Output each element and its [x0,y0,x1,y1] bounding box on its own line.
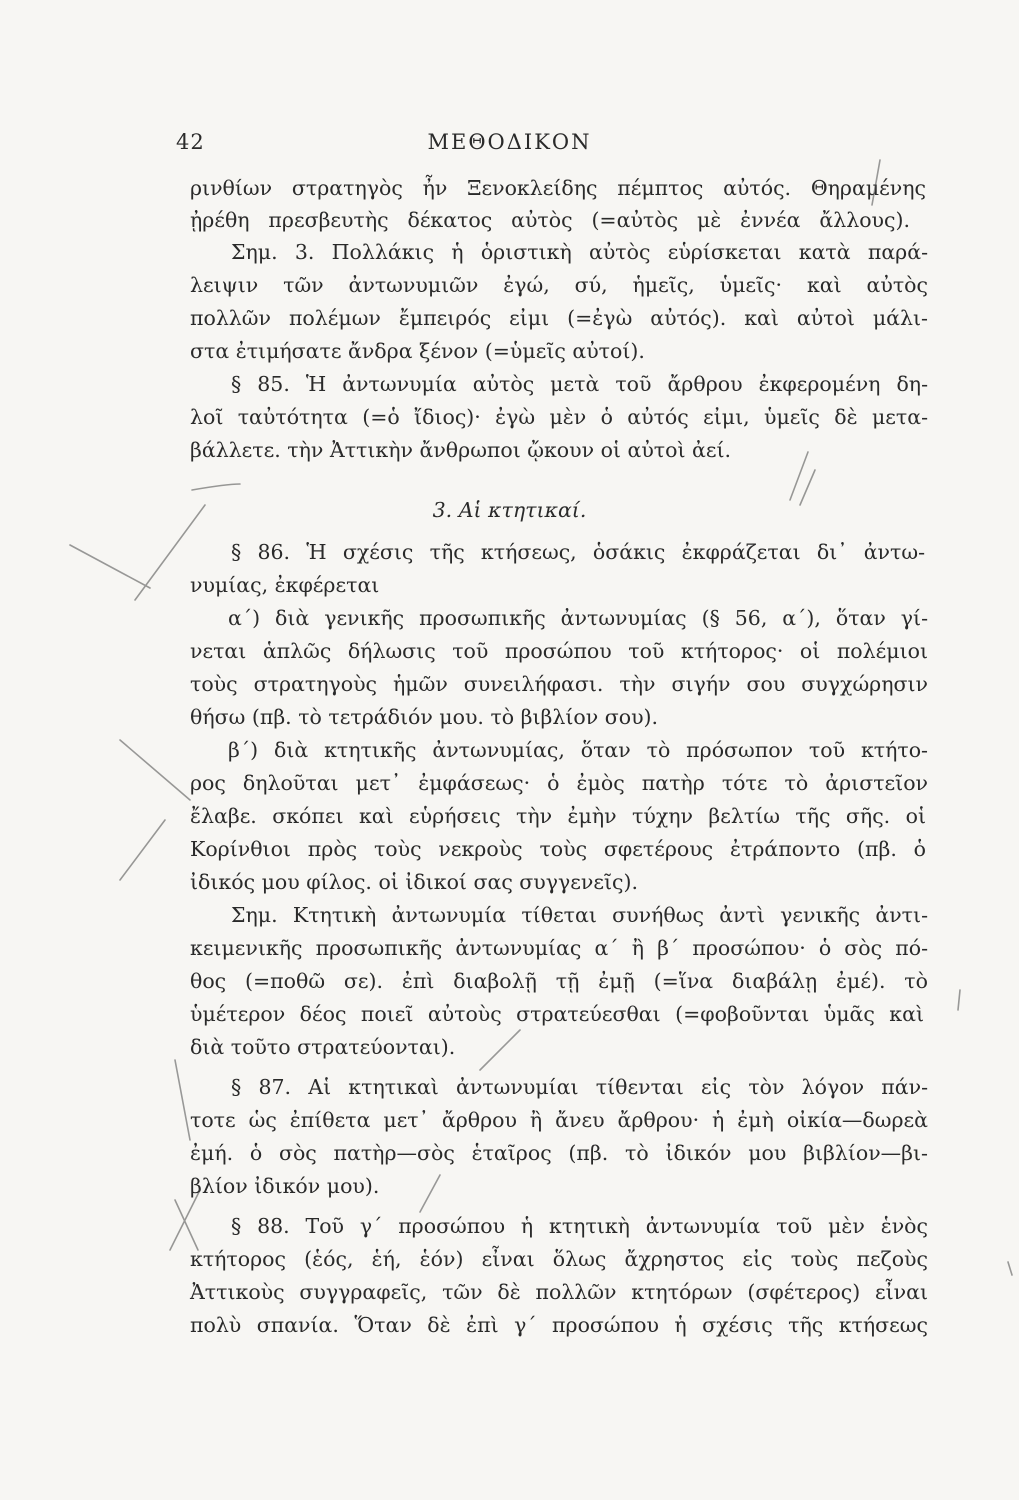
text-line: § 87. Αἱ κτητικαὶ ἀντωνυμίαι τίθενται εἰς τὸν λόγον πάν- [231,1075,928,1099]
text-line: πολλῶν πολέμων ἔμπειρός εἰμι (=ἐγὼ αὐτός). καὶ αὐτοὶ μάλι- [190,306,928,330]
text-line: κειμενικῆς προσωπικῆς ἀντωνυμίας α΄ ἢ β΄ προσώπου· ὁ σὸς πό- [190,936,928,960]
text-line: θήσω (πβ. τὸ τετράδιόν μου. τὸ βιβλίον σου). [190,705,659,729]
text-line: Κορίνθιοι πρὸς τοὺς νεκροὺς τοὺς σφετέρους ἐτράποντο (πβ. ὁ [190,837,926,861]
text-line: ὑμέτερον δέος ποιεῖ αὐτοὺς στρατεύεσθαι (=φοβοῦνται ὑμᾶς καὶ [190,1002,924,1026]
pencil-cross-mark [175,1200,198,1250]
text-line: βάλλετε. τὴν Ἀττικὴν ἄνθρωποι ᾤκουν οἱ αὐτοὶ ἀεί. [190,438,732,462]
pencil-slash-mark [120,820,165,880]
text-line: Ἀττικοὺς συγγραφεῖς, τῶν δὲ πολλῶν κτητόρων (σφέτερος) εἶναι [190,1280,928,1304]
text-line: θος (=ποθῶ σε). ἐπὶ διαβολῇ τῇ ἐμῇ (=ἵνα διαβάλῃ ἐμέ). τὸ [190,969,928,993]
text-line: πολὺ σπανία. Ὅταν δὲ ἐπὶ γ΄ προσώπου ἡ σχέσις τῆς κτήσεως [190,1313,928,1337]
text-line: βλίον ἰδικόν μου). [190,1174,380,1198]
text-line: ἔλαβε. σκόπει καὶ εὑρήσεις τὴν ἐμὴν τύχην βελτίω τῆς σῆς. οἱ [190,804,926,828]
text-line: ἐμή. ὁ σὸς πατὴρ—σὸς ἑταῖρος (πβ. τὸ ἰδικόν μου βιβλίον—βι- [190,1141,928,1165]
text-line: λοῖ ταὐτότητα (=ὁ ἴδιος)· ἐγὼ μὲν ὁ αὐτός εἰμι, ὑμεῖς δὲ μετα- [190,405,928,429]
running-title: ΜΕΘΟΔΙΚΟΝ [427,130,592,154]
text-line: λειψιν τῶν ἀντωνυμιῶν ἐγώ, σύ, ἡμεῖς, ὑμεῖς· καὶ αὐτὸς [190,273,928,297]
text-line: ρος δηλοῦται μετ᾿ ἐμφάσεως· ὁ ἐμὸς πατὴρ τότε τὸ ἀριστεῖον [190,771,928,795]
pencil-tick-mark [420,1175,440,1212]
text-line: ἰδικός μου φίλος. οἱ ἰδικοί σας συγγενεῖς). [190,870,639,894]
text-line: διὰ τοῦτο στρατεύονται). [190,1035,456,1059]
pencil-tick-mark [958,990,960,1010]
pencil-tick-mark [1008,1262,1012,1275]
pencil-tick-mark [790,452,808,500]
text-line: στα ἐτιμήσατε ἄνδρα ξένον (=ὑμεῖς αὐτοί). [190,339,645,363]
text-line: ρινθίων στρατηγὸς ἦν Ξενοκλείδης πέμπτος αὐτός. Θηραμένης [190,176,926,200]
text-line: κτήτορος (ἑός, ἑή, ἑόν) εἶναι ὅλως ἄχρηστος εἰς τοὺς πεζοὺς [190,1247,928,1271]
pencil-cross-mark [175,1060,190,1140]
text-line: Σημ. 3. Πολλάκις ἡ ὁριστικὴ αὐτὸς εὑρίσκεται κατὰ παρά- [231,240,928,264]
pencil-cross-mark [70,545,150,588]
text-line: β΄) διὰ κτητικῆς ἀντωνυμίας, ὅταν τὸ πρόσωπον τοῦ κτήτο- [228,738,928,762]
text-line: Σημ. Κτητικὴ ἀντωνυμία τίθεται συνήθως ἀντὶ γενικῆς ἀντι- [231,903,928,927]
text-line: νεται ἁπλῶς δήλωσις τοῦ προσώπου τοῦ κτήτορος· οἱ πολέμιοι [190,639,928,663]
text-line: α΄) διὰ γενικῆς προσωπικῆς ἀντωνυμίας (§ 56, α΄), ὅταν γί- [228,606,928,630]
text-line: τοὺς στρατηγοὺς ἡμῶν συνειλήφασι. τὴν σιγήν σου συγχώρησιν [190,672,928,696]
text-line: νυμίας, ἐκφέρεται [190,573,380,597]
pencil-slash-mark [192,484,240,490]
text-line: τοτε ὡς ἐπίθετα μετ᾿ ἄρθρου ἢ ἄνευ ἄρθρου· ἡ ἐμὴ οἰκία—δωρεὰ [190,1108,928,1132]
text-line: ᾐρέθη πρεσβευτὴς δέκατος αὐτὸς (=αὐτὸς μὲ ἐννέα ἄλλους). [190,208,910,232]
pencil-slash-mark [480,1030,520,1070]
text-line: § 88. Τοῦ γ΄ προσώπου ἡ κτητικὴ ἀντωνυμία τοῦ μὲν ἑνὸς [231,1214,928,1238]
text-line: § 86. Ἡ σχέσις τῆς κτήσεως, ὁσάκις ἐκφράζεται δι᾿ ἀντω- [231,540,925,564]
text-line: § 85. Ἡ ἀντωνυμία αὐτὸς μετὰ τοῦ ἄρθρου ἐκφερομένη δη- [231,372,928,396]
pencil-cross-mark [120,740,190,800]
page-number: 42 [176,130,205,154]
section-heading: 3. Αἱ κτητικαί. [432,498,587,522]
